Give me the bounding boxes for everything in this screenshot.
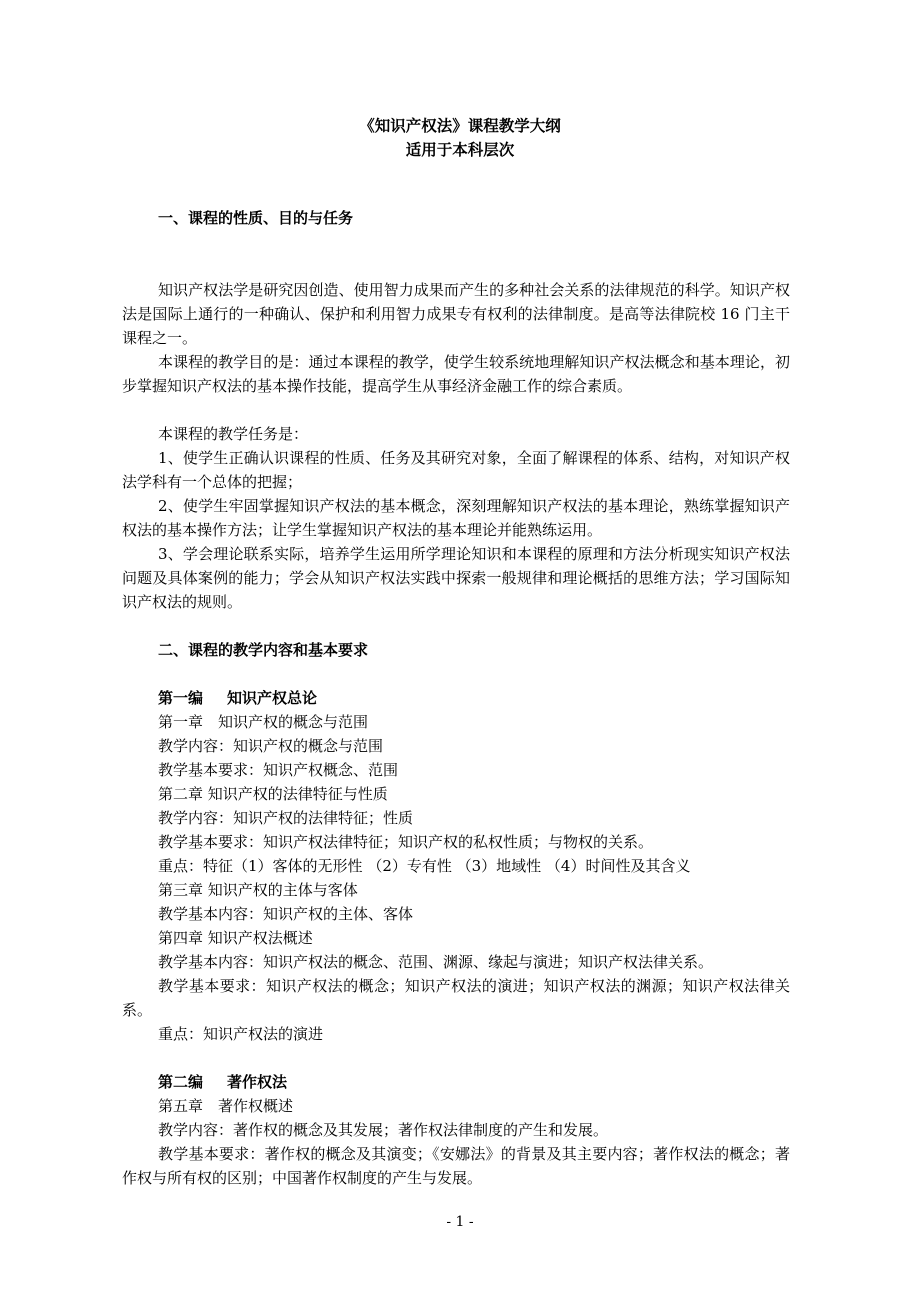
part-name: 知识产权总论 [227, 689, 318, 707]
paragraph: 知识产权法学是研究因创造、使用智力成果而产生的多种社会关系的法律规范的科学。知识产权法是国际上通行的一种确认、保护和利用智力成果专有权利的法律制度。是高等法律院校 16 门主干课程之一。 [122, 281, 790, 347]
outline-line: 重点：特征（1）客体的无形性 （2）专有性 （3）地域性 （4）时间性及其含义 [158, 857, 691, 875]
outline-line: 教学基本要求：知识产权概念、范围 [158, 761, 399, 779]
outline-line: 第一章 知识产权的概念与范围 [158, 713, 369, 731]
document-subtitle: 适用于本科层次 [405, 141, 515, 159]
outline-line: 教学基本要求：著作权的概念及其演变；《安娜法》的背景及其主要内容；著作权法的概念；著作权与所有权的区别；中国著作权制度的产生与发展。 [122, 1145, 790, 1187]
outline-line: 教学内容：知识产权的法律特征；性质 [158, 809, 414, 827]
list-item: 3、学会理论联系实际，培养学生运用所学理论知识和本课程的原理和方法分析现实知识产权法问题及具体案例的能力；学会从知识产权法实践中探索一般规律和理论概括的思维方法；学习国际知识产权法的规则。 [122, 545, 790, 611]
part-heading [122, 686, 790, 710]
page-number: - 1 - [446, 1214, 474, 1230]
document-body [122, 206, 790, 1190]
list-item: 1、使学生正确认识课程的性质、任务及其研究对象，全面了解课程的体系、结构，对知识产权法学科有一个总体的把握； [122, 449, 790, 491]
list-item: 2、使学生牢固掌握知识产权法的基本概念，深刻理解知识产权法的基本理论，熟练掌握知识产权法的基本操作方法；让学生掌握知识产权法的基本理论并能熟练运用。 [122, 497, 790, 539]
section-heading: 一、课程的性质、目的与任务 [158, 209, 354, 227]
outline-line: 第三章 知识产权的主体与客体 [158, 881, 358, 899]
document-title: 《知识产权法》课程教学大纲 [359, 117, 561, 135]
outline-line: 教学基本内容：知识产权的主体、客体 [158, 905, 414, 923]
outline-line: 教学基本内容：知识产权法的概念、范围、渊源、缘起与演进；知识产权法律关系。 [158, 953, 714, 971]
part-label: 第二编 [158, 1073, 204, 1091]
paragraph: 本课程的教学目的是：通过本课程的教学，使学生较系统地理解知识产权法概念和基本理论，初步掌握知识产权法的基本操作技能，提高学生从事经济金融工作的综合素质。 [122, 353, 790, 395]
outline-line: 教学基本要求：知识产权法的概念；知识产权法的演进；知识产权法的渊源；知识产权法律关系。 [122, 977, 790, 1019]
outline-line: 第二章 知识产权的法律特征与性质 [158, 785, 388, 803]
part-heading [122, 1070, 790, 1094]
outline-line: 教学内容：知识产权的概念与范围 [158, 737, 384, 755]
part-name: 著作权法 [227, 1073, 288, 1091]
outline-line: 教学内容：著作权的概念及其发展；著作权法律制度的产生和发展。 [158, 1121, 609, 1139]
outline-line: 第五章 著作权概述 [158, 1097, 294, 1115]
outline-line: 第四章 知识产权法概述 [158, 929, 313, 947]
paragraph: 本课程的教学任务是： [158, 425, 309, 443]
outline-line: 重点：知识产权法的演进 [158, 1025, 324, 1043]
outline-line: 教学基本要求：知识产权法律特征；知识产权的私权性质；与物权的关系。 [158, 833, 654, 851]
section-heading: 二、课程的教学内容和基本要求 [158, 641, 369, 659]
part-label: 第一编 [158, 689, 204, 707]
